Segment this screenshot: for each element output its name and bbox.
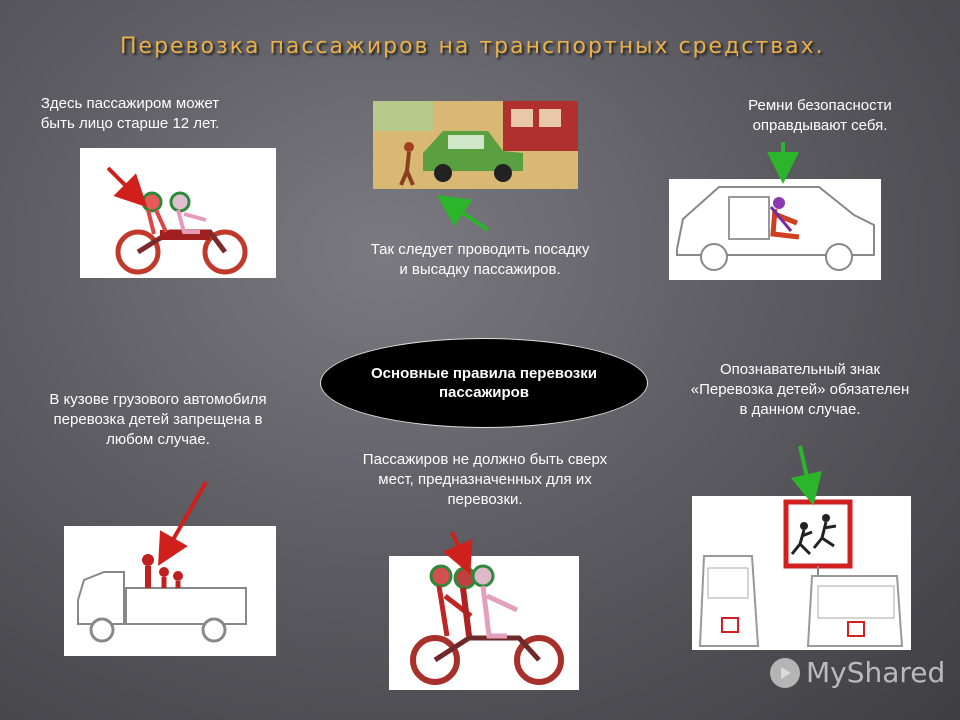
seatbelt-car-illustration	[669, 179, 881, 280]
caption-bottom-right: Опознавательный знак «Перевозка детей» обязателен в данном случае.	[690, 361, 910, 418]
truck-image	[64, 526, 276, 656]
car-boarding-illustration	[373, 101, 578, 189]
caption-top-right: Ремни безопасности оправдывают себя.	[748, 97, 892, 134]
caption-bottom-center: Пассажиров не должно быть сверх мест, предназначенных для их перевозки.	[362, 451, 608, 508]
motorcycle-illustration	[80, 148, 276, 278]
caption-top-left: Здесь пассажиром может быть лицо старше 12 лет.	[40, 95, 220, 132]
car-boarding-image	[373, 101, 578, 189]
slide-title: Перевозка пассажиров на транспортных средствах.	[120, 34, 825, 59]
green-arrow-bottom-right	[800, 446, 810, 490]
green-arrow-top-center	[450, 204, 488, 230]
motorcycle-image-top	[80, 148, 276, 278]
watermark-text: MyShared	[806, 656, 946, 689]
watermark-logo	[770, 656, 945, 689]
motorcycle-image-bottom	[389, 556, 579, 690]
central-rules-label: Основные правила перевозки пассажиров	[371, 365, 597, 401]
truck-illustration	[64, 526, 276, 656]
caption-bottom-left: В кузове грузового автомобиля перевозка детей запрещена в любом случае.	[49, 391, 267, 448]
seatbelt-car-image	[669, 179, 881, 280]
caption-top-center: Так следует проводить посадку и высадку пассажиров.	[370, 241, 590, 278]
overloaded-motorcycle-illustration	[389, 556, 579, 690]
play-icon	[770, 658, 800, 688]
central-rules-oval	[320, 338, 648, 428]
bus-children-sign-image	[692, 496, 911, 650]
bus-children-sign-illustration	[692, 496, 911, 650]
